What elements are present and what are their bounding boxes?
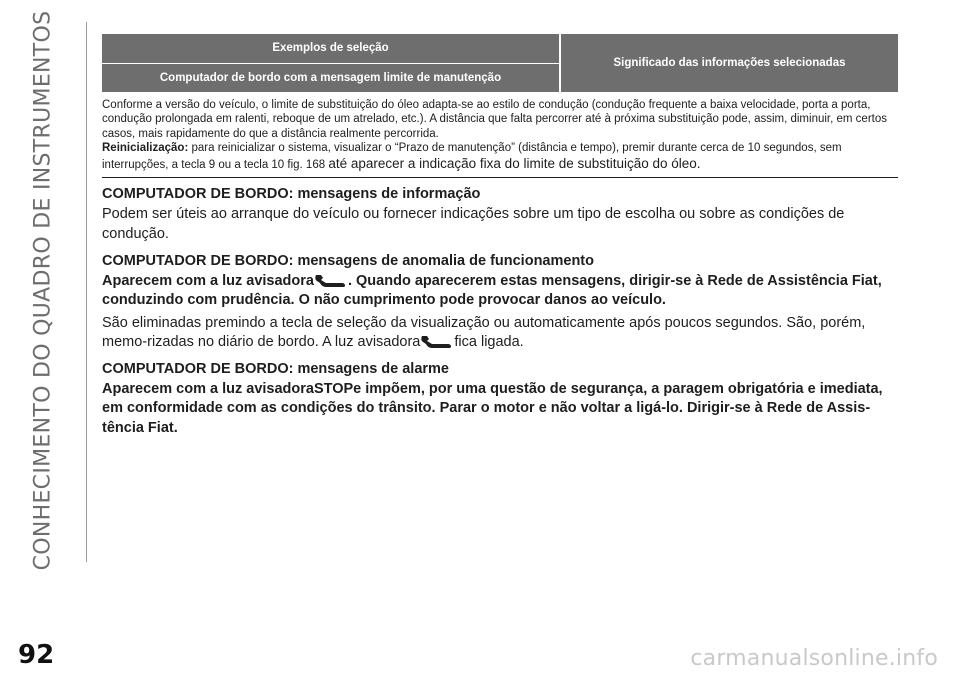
header-examples: Exemplos de seleção — [272, 42, 389, 55]
watermark: carmanualsonline.info — [690, 646, 938, 671]
side-divider — [86, 22, 87, 562]
anomaly-text-paragraph — [102, 314, 898, 353]
info-heading: COMPUTADOR DE BORDO: mensagens de informação — [102, 186, 481, 203]
wrench-icon — [420, 333, 454, 351]
reset-text-end: até aparecer a indicação fixa do limite de substituição do óleo. — [328, 155, 701, 171]
page-number: 92 — [18, 640, 55, 670]
anomaly-text-b: fica ligada. — [454, 334, 524, 351]
header-computer: Computador de bordo com a mensagem limite de manutenção — [159, 71, 502, 84]
anomaly-bold-b: . Quando aparecerem estas mensagens, dirigir-se à Rede de Assistência Fiat, conduzindo com prudência. O não cumprimento pode provocar danos ao veículo. — [102, 272, 882, 309]
anomaly-warning-paragraph — [102, 272, 898, 311]
anomaly-heading: COMPUTADOR DE BORDO: mensagens de anomalia de funcionamento — [102, 252, 594, 269]
table-cell-text: Conforme a versão do veículo, o limite de substituição do óleo adapta-se ao estilo de condução (condução frequente a baixa velocidade, porta a porta, condução prolongada em ralenti, reboque de um atrelado, etc.). A distância que falta percorrer até à próxima substituição pode, assim, diminuir, em certos casos, mais rapidamente do que a distância realmente percorrida. — [102, 99, 887, 140]
anomaly-bold-a: Aparecem com a luz avisadora — [102, 272, 314, 289]
info-text: Podem ser úteis ao arranque do veículo ou fornecer indicações sobre um tipo de escolha ou sobre as condições de condução. — [102, 206, 845, 242]
table-header-left — [102, 34, 559, 92]
anomaly-text-a: São eliminadas premindo a tecla de seleção da visualização ou automaticamente após poucos segundos. São, porém, memo-rizadas no diário de bordo. A luz avisadora — [102, 314, 866, 351]
reset-label: Reinicialização: — [102, 142, 189, 155]
wrench-icon — [314, 272, 348, 290]
side-section-title — [8, 10, 78, 570]
header-meaning: Significado das informações selecionadas — [561, 34, 898, 92]
side-section-title-text: CONHECIMENTO DO QUADRO DE INSTRUMENTOS — [30, 10, 56, 570]
alarm-text: Aparecem com a luz avisadoraSTOPe impõem, por uma questão de segurança, a paragem obrigatória e imediata, em conformidade com as condições do trânsito. Parar o motor e não voltar a ligá-lo. Dirigir-se à Rede de Assis-tência Fiat. — [102, 380, 883, 436]
reset-text: para reinicializar o sistema, visualizar o “Prazo de manutenção” (distância e tempo), premir durante cerca de 10 segundos, sem interrupções, a tecla 9 ou a tecla 10 fig. 168 — [102, 142, 842, 171]
table-bottom-rule — [102, 177, 898, 178]
table-cell — [102, 98, 898, 172]
table-header — [102, 34, 898, 92]
alarm-heading: COMPUTADOR DE BORDO: mensagens de alarme — [102, 360, 449, 377]
page-content — [102, 34, 898, 441]
